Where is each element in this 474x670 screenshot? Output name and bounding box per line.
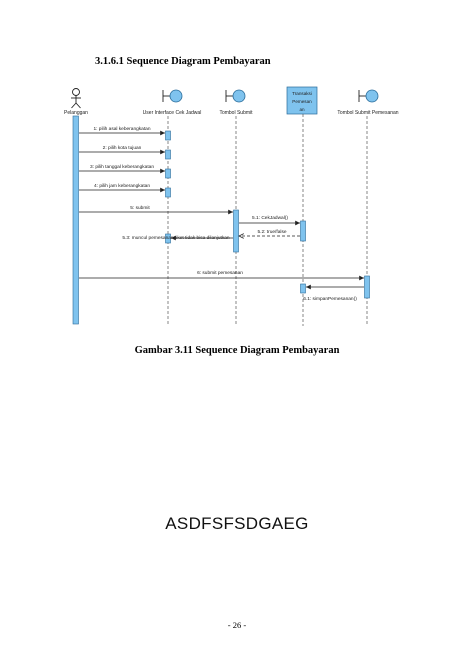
activation-bar — [166, 169, 171, 178]
body-text: ASDFSFSDGAEG — [165, 514, 309, 533]
activation-bar — [166, 150, 171, 159]
lifeline-label-ui: User Interface Cek Jadwal — [142, 110, 202, 116]
message-label: 6: submit pemesanan — [197, 271, 243, 276]
lifeline-label-tombol-submit: Tombol Submit — [219, 110, 253, 116]
message-5-1 — [239, 215, 300, 223]
message-label: 5.1: CekJadwal() — [252, 216, 288, 221]
page-number: - 26 - — [227, 620, 247, 630]
lifeline-pelanggan — [64, 89, 88, 327]
message-label: 1: pilih asal keberangkatan — [93, 127, 151, 132]
message-6 — [79, 270, 364, 278]
message-label: 2: pilih kota tujuan — [102, 146, 142, 151]
figure-caption: Gambar 3.11 Sequence Diagram Pembayaran — [134, 345, 340, 356]
activation-bar — [234, 210, 239, 252]
boundary-icon — [226, 90, 245, 102]
lifeline-transaksi-pemesanan — [287, 87, 317, 326]
message-2 — [79, 145, 165, 152]
lifeline-tombol-submit — [219, 90, 253, 326]
message-6-1 — [303, 287, 364, 302]
activation-bar — [301, 284, 306, 293]
lifeline-label-pelanggan: Pelanggan — [64, 110, 88, 116]
entity-label-line3: an — [299, 107, 305, 112]
actor-icon — [71, 89, 81, 109]
activation-bar — [301, 221, 306, 241]
entity-label-line1: Transaksi — [292, 91, 312, 96]
message-5-2 — [239, 229, 300, 236]
message-label: 5: submit — [130, 206, 150, 211]
activation-bar — [166, 131, 171, 140]
message-5 — [79, 205, 233, 212]
lifeline-label-tombol-submit-pemesanan: Tombol Submit Pemesanan — [337, 110, 399, 116]
lifeline-tombol-submit-pemesanan — [337, 90, 398, 326]
entity-label-line2: Pemesan — [292, 99, 312, 104]
lifeline-ui-cek-jadwal — [143, 90, 202, 326]
activation-bar — [73, 116, 79, 324]
activation-bar — [166, 188, 171, 197]
activation-bar — [365, 276, 370, 298]
section-heading: 3.1.6.1 Sequence Diagram Pembayaran — [95, 56, 271, 67]
message-4 — [79, 183, 165, 190]
boundary-icon — [163, 90, 182, 102]
message-1 — [79, 126, 165, 133]
boundary-icon — [359, 90, 378, 102]
message-label: 6.1: simpanPemesanan() — [303, 297, 357, 302]
message-label: 5.2: true/false — [257, 230, 287, 235]
message-label: 5.3: muncul pemesanan tiket tidak bisa dilanjutkan — [122, 236, 230, 241]
message-3 — [79, 164, 165, 171]
message-label: 4: pilih jam keberangkatan — [94, 184, 150, 189]
message-5-3 — [122, 235, 233, 241]
message-label: 3: pilih tanggal keberangkatan — [89, 165, 155, 170]
